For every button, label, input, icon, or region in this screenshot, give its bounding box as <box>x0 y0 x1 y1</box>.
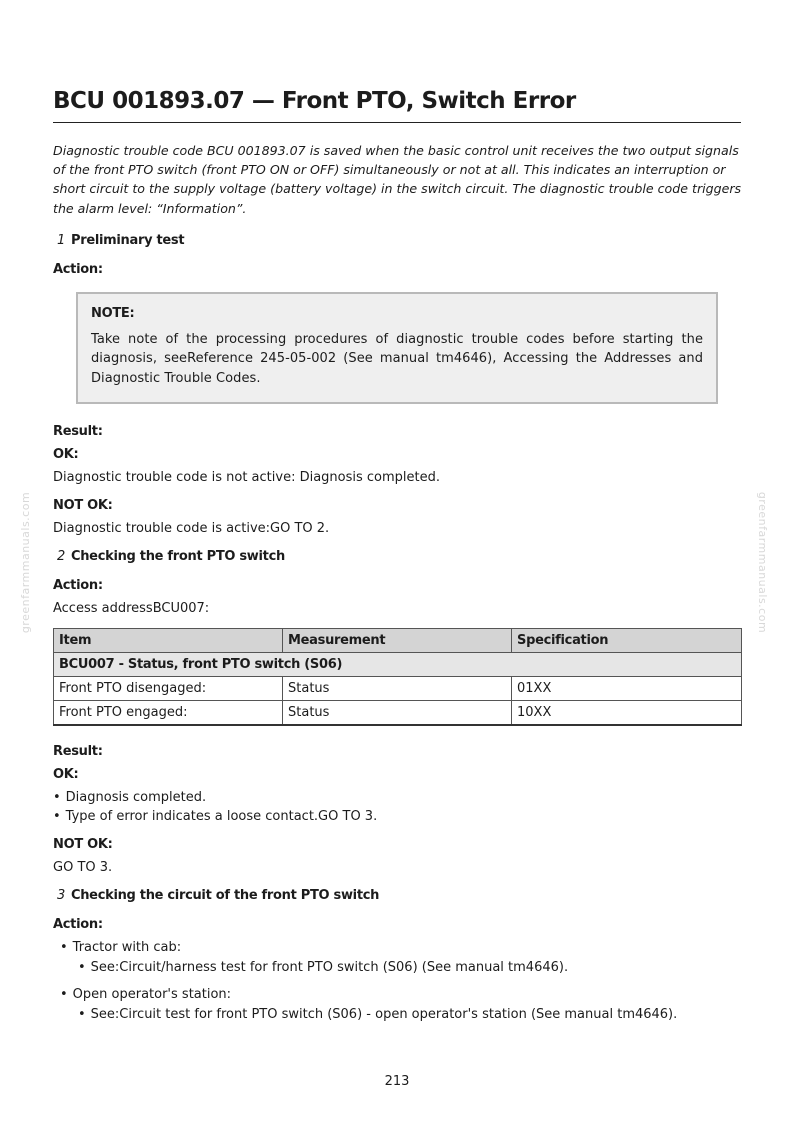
step-1-number: 1 <box>57 233 65 248</box>
step-2-action-label: Action: <box>53 578 103 593</box>
step-3-subitem: • See:Circuit test for front PTO switch (S06) - open operator's station (See manual tm4646). <box>78 1007 677 1022</box>
step-2-heading <box>57 549 285 564</box>
step-3-heading <box>57 888 379 903</box>
table-cell: 01XX <box>512 677 742 701</box>
page-number: 213 <box>384 1074 410 1089</box>
step-2-notok-label: NOT OK: <box>53 837 113 852</box>
step-1-title: Preliminary test <box>70 233 185 248</box>
status-table <box>53 628 742 726</box>
note-label: NOTE: <box>91 306 135 321</box>
table-cell: Status <box>283 677 512 701</box>
step-1-notok-text: Diagnostic trouble code is active:GO TO 2. <box>53 521 330 536</box>
step-2-title: Checking the front PTO switch <box>70 549 285 564</box>
step-1-ok-text: Diagnostic trouble code is not active: Diagnosis completed. <box>53 470 441 485</box>
table-header-item: Item <box>54 629 283 653</box>
table-cell: Front PTO engaged: <box>54 701 283 725</box>
table-group-label: BCU007 - Status, front PTO switch (S06) <box>54 653 742 677</box>
watermark-right: greenfarmmanuals.com <box>756 491 770 634</box>
step-2-ok-item: • Type of error indicates a loose contact.GO TO 3. <box>53 809 377 824</box>
step-3-item: • Tractor with cab: <box>60 940 181 955</box>
table-cell: Status <box>283 701 512 725</box>
table-cell: 10XX <box>512 701 742 725</box>
table-cell: Front PTO disengaged: <box>54 677 283 701</box>
note-text: Take note of the processing procedures of diagnostic trouble codes before starting the diagnosis, seeReference 245-05-002 (See manual tm4646), Accessing the Addresses and Diagnostic Trouble Codes. <box>91 332 703 386</box>
step-1-action-label: Action: <box>53 262 103 277</box>
step-3-title: Checking the circuit of the front PTO switch <box>70 888 380 903</box>
step-2-access-text: Access addressBCU007: <box>53 601 210 616</box>
note-box <box>76 292 718 404</box>
step-2-notok-text: GO TO 3. <box>53 860 113 875</box>
step-3-item: • Open operator's station: <box>60 987 231 1002</box>
intro-paragraph: Diagnostic trouble code BCU 001893.07 is saved when the basic control unit receives the two output signals of the front PTO switch (front PTO ON or OFF) simultaneously or not at all. This indicates an interruption or short circuit to the supply voltage (battery voltage) in the switch circuit. The diagnostic trouble code triggers the alarm level: “Information”. <box>53 143 742 216</box>
table-row <box>54 701 742 725</box>
step-3-subitem: • See:Circuit/harness test for front PTO switch (S06) (See manual tm4646). <box>78 960 568 975</box>
step-2-ok-item: • Diagnosis completed. <box>53 790 206 805</box>
step-2-result-label: Result: <box>53 744 103 759</box>
step-1-result-label: Result: <box>53 424 103 439</box>
step-1-heading <box>57 233 184 248</box>
table-group-row <box>54 653 742 677</box>
step-1-ok-label: OK: <box>53 447 79 462</box>
table-header-measurement: Measurement <box>283 629 512 653</box>
step-2-ok-label: OK: <box>53 767 79 782</box>
table-row <box>54 677 742 701</box>
page-title: BCU 001893.07 — Front PTO, Switch Error <box>53 86 741 123</box>
table-header-row <box>54 629 742 653</box>
watermark-left: greenfarmmanuals.com <box>19 491 33 634</box>
table-header-specification: Specification <box>512 629 742 653</box>
step-3-action-label: Action: <box>53 917 103 932</box>
step-2-number: 2 <box>57 549 65 564</box>
step-1-notok-label: NOT OK: <box>53 498 113 513</box>
step-3-number: 3 <box>57 888 65 903</box>
